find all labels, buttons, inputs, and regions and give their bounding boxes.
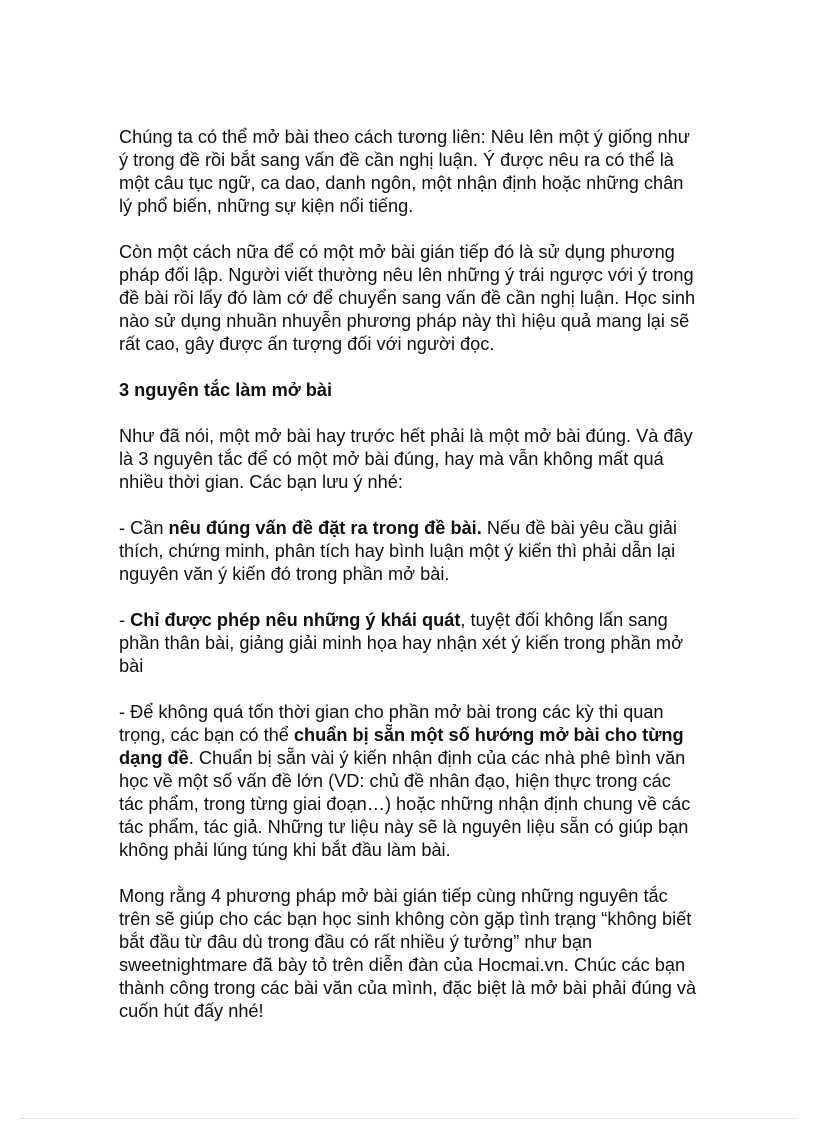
principle-2-text: , tuyệt đối không lấn sang phần thân bài, giảng giải minh họa hay nhận xét ý kiến trong phần mở bài <box>119 610 683 676</box>
principle-1-prefix: - Cần <box>119 518 169 538</box>
page-bottom-divider <box>20 1118 796 1119</box>
principle-1-text: Nếu đề bài yêu cầu giải thích, chứng minh, phân tích hay bình luận một ý kiến thì phải dẫn lại nguyên văn ý kiến đó trong phần mở bài. <box>119 518 677 584</box>
paragraph-comparison-method: Chúng ta có thể mở bài theo cách tương liên: Nêu lên một ý giống như ý trong đề rồi bắt sang vấn đề cần nghị luận. Ý được nêu ra có thể là một câu tục ngữ, ca dao, danh ngôn, một nhận định hoặc những chân lý phổ biến, những sự kiện nổi tiếng. <box>119 127 690 216</box>
paragraph-contrast-method: Còn một cách nữa để có một mở bài gián tiếp đó là sử dụng phương pháp đối lập. Người viết thường nêu lên những ý trái ngược với ý trong đề bài rồi lấy đó làm cớ để chuyển sang vấn đề cần nghị luận. Học sinh nào sử dụng nhuần nhuyễn phương pháp này thì hiệu quả mang lại sẽ rất cao, gây được ấn tượng đối với người đọc. <box>119 242 696 354</box>
principle-2-prefix: - <box>119 610 131 630</box>
paragraph-conclusion: Mong rằng 4 phương pháp mở bài gián tiếp cùng những nguyên tắc trên sẽ giúp cho các bạn học sinh không còn gặp tình trạng “không biết bắt đầu từ đâu dù trong đầu có rất nhiều ý tưởng” như bạn sweetnightmare đã bày tỏ trên diễn đàn của Hocmai.vn. Chúc các bạn thành công trong các bài văn của mình, đặc biệt là mở bài phải đúng và cuốn hút đấy nhé! <box>119 886 697 1021</box>
principle-2 <box>119 609 699 678</box>
principle-3-text: . Chuẩn bị sẵn vài ý kiến nhận định của các nhà phê bình văn học về một số vấn đề lớn (VD: chủ đề nhân đạo, hiện thực trong các tác phẩm, trong từng giai đoạn…) hoặc những nhận định chung về các tác phẩm, tác giả. Những tư liệu này sẽ là nguyên liệu sẵn có giúp bạn không phải lúng túng khi bắt đầu làm bài. <box>119 748 691 860</box>
principle-2-emphasis: Chỉ được phép nêu những ý khái quát <box>130 610 461 630</box>
principle-1 <box>119 517 699 586</box>
document-body <box>119 126 699 1046</box>
section-heading: 3 nguyên tắc làm mở bài <box>119 380 333 400</box>
principle-1-emphasis: nêu đúng vấn đề đặt ra trong đề bài. <box>168 518 482 538</box>
paragraph-principles-intro: Như đã nói, một mở bài hay trước hết phải là một mở bài đúng. Và đây là 3 nguyên tắc để có một mở bài đúng, hay mà vẫn không mất quá nhiều thời gian. Các bạn lưu ý nhé: <box>119 426 693 492</box>
principle-3 <box>119 701 699 862</box>
principle-3-emphasis: chuẩn bị sẵn một số hướng mở bài cho từng dạng đề <box>119 725 684 768</box>
principle-3-prefix: - Để không quá tốn thời gian cho phần mở bài trong các kỳ thi quan trọng, các bạn có thể <box>119 702 664 745</box>
